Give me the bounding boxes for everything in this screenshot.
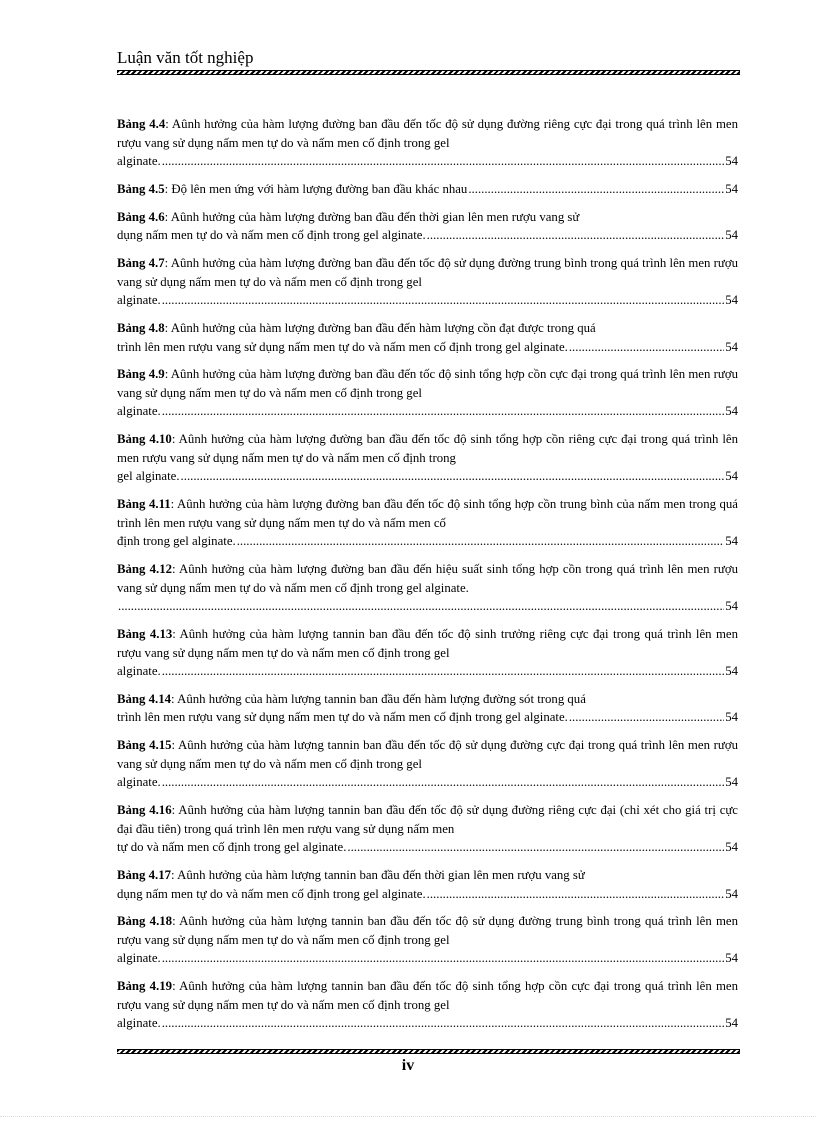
- toc-entry-label: Bảng 4.5: [117, 181, 165, 196]
- toc-page-number: 54: [725, 228, 738, 243]
- toc-entry-last-line: trình lên men rượu vang sử dụng nấm men tự do và nấm men cố định trong gel alginate.: [117, 710, 568, 725]
- toc-entry[interactable]: [117, 208, 738, 245]
- toc-entry[interactable]: [117, 625, 738, 681]
- toc-leader-dots: [569, 708, 724, 727]
- toc-entry-text: : Aûnh hưởng của hàm lượng tannin ban đầu đến tốc độ sử dụng đường riêng cực đại (chỉ xét cho giá trị cực đại đầu tiên) trong quá trình lên men rượu vang sử dụng nấm men: [117, 803, 738, 836]
- running-header-title: Luận văn tốt nghiệp: [117, 48, 254, 67]
- toc-entry-text: : Aûnh hưởng của hàm lượng đường ban đầu đến tốc độ sinh tổng hợp cồn riêng cực đại trong quá trình lên men rượu vang sử dụng nấm men tự do và nấm men cố định trong: [117, 432, 739, 465]
- toc-leader-dots: [118, 597, 724, 616]
- toc-entry-text: : Aûnh hưởng của hàm lượng đường ban đầu đến tốc độ sinh tổng hợp cồn cực đại trong quá trình lên men rượu vang sử dụng nấm men tự do và nấm men cố định trong gel: [117, 367, 738, 400]
- toc-leader-dots: [427, 885, 725, 904]
- header-rule: [117, 70, 740, 75]
- toc-entry-label: Bảng 4.12: [117, 562, 172, 577]
- toc-entry[interactable]: [117, 560, 738, 616]
- toc-entry[interactable]: [117, 690, 738, 727]
- toc-entry-text: : Aûnh hưởng của hàm lượng đường ban đầu đến tốc độ sử dụng đường trung bình trong quá trình lên men rượu vang sử dụng nấm men tự do và nấm men cố định trong gel: [117, 256, 738, 289]
- toc-page-number: 54: [725, 1016, 738, 1031]
- page-number: iv: [401, 1057, 415, 1074]
- toc-entry-label: Bảng 4.16: [117, 803, 172, 818]
- toc-page-number: 54: [725, 181, 738, 196]
- toc-page-number: 54: [725, 775, 738, 790]
- toc-entry[interactable]: [117, 977, 738, 1033]
- toc-leader-dots: [181, 467, 725, 486]
- toc-leader-dots: [569, 338, 724, 357]
- toc-leader-dots: [468, 180, 724, 199]
- toc-entry[interactable]: [117, 801, 738, 857]
- toc-entry-label: Bảng 4.10: [117, 432, 172, 447]
- toc-entry[interactable]: [117, 115, 738, 171]
- toc-entry-text: : Aûnh hưởng của hàm lượng tannin ban đầu đến hàm lượng đường sót trong quá: [171, 691, 586, 706]
- toc-entry-last-line: alginate.: [117, 293, 161, 308]
- toc-page-number: 54: [725, 710, 738, 725]
- toc-page-number: 54: [725, 339, 738, 354]
- toc-entry-label: Bảng 4.11: [117, 497, 171, 512]
- toc-entry[interactable]: [117, 254, 738, 310]
- toc-page-number: 54: [725, 293, 738, 308]
- toc-entry-last-line: dụng nấm men tự do và nấm men cố định trong gel alginate.: [117, 228, 426, 243]
- toc-entry[interactable]: [117, 912, 738, 968]
- toc-entry-text: : Aûnh hưởng của hàm lượng đường ban đầu đến thời gian lên men rượu vang sử: [164, 209, 580, 224]
- toc-entry-text: : Aûnh hưởng của hàm lượng tannin ban đầu đến tốc độ sử dụng đường trung bình trong quá trình lên men rượu vang sử dụng nấm men tự do và nấm men cố định trong gel: [117, 914, 738, 947]
- toc-entry[interactable]: [117, 319, 738, 356]
- toc-entry-text: : Aûnh hưởng của hàm lượng tannin ban đầu đến thời gian lên men rượu vang sử: [171, 868, 585, 883]
- toc-page-number: 54: [725, 534, 738, 549]
- toc-entry[interactable]: [117, 866, 738, 903]
- toc-entry[interactable]: [117, 736, 738, 792]
- toc-leader-dots: [162, 773, 725, 792]
- toc-entry-last-line: alginate.: [117, 951, 161, 966]
- toc-leader-dots: [237, 532, 725, 551]
- toc-page-number: 54: [725, 404, 738, 419]
- toc-entry-text: : Aûnh hưởng của hàm lượng đường ban đầu đến hiệu suất sinh tổng hợp cồn trong quá trình lên men rượu vang sử dụng nấm men tự do và nấm men cố định trong gel alginate.: [117, 562, 738, 595]
- toc-entry[interactable]: [117, 495, 738, 551]
- toc-page-number: 54: [725, 469, 738, 484]
- toc-leader-dots: [347, 838, 724, 857]
- toc-entry-text: : Aûnh hưởng của hàm lượng tannin ban đầu đến tốc độ sinh tổng hợp cồn cực đại trong quá trình lên men rượu vang sử dụng nấm men tự do và nấm men cố định trong gel: [117, 979, 738, 1012]
- toc-entry-text: : Aûnh hưởng của hàm lượng đường ban đầu đến hàm lượng cồn đạt được trong quá: [164, 321, 596, 336]
- toc-leader-dots: [162, 402, 725, 421]
- toc-entry-text: : Aûnh hưởng của hàm lượng tannin ban đầu đến tốc độ sử dụng đường cực đại trong quá trình lên men rượu vang sử dụng nấm men tự do và nấm men cố định trong gel: [117, 738, 738, 771]
- toc-entry-label: Bảng 4.18: [117, 914, 173, 929]
- toc-entry-text: : Aûnh hưởng của hàm lượng đường ban đầu đến tốc độ sử dụng đường riêng cực đại trong quá trình lên men rượu vang sử dụng nấm men tự do và nấm men cố định trong gel: [117, 117, 738, 150]
- toc-entry-last-line: : Độ lên men ứng với hàm lượng đường ban đầu khác nhau: [164, 181, 468, 196]
- toc-entry-label: Bảng 4.15: [117, 738, 172, 753]
- toc-page-number: 54: [725, 664, 738, 679]
- toc-entry-label: Bảng 4.8: [117, 321, 165, 336]
- toc-page-number: 54: [725, 840, 738, 855]
- toc-page-number: 54: [725, 951, 738, 966]
- page-edge-divider: [0, 1116, 816, 1117]
- toc-entry[interactable]: [117, 180, 738, 199]
- toc-entry-label: Bảng 4.7: [117, 256, 165, 271]
- toc-entry-last-line: gel alginate.: [117, 469, 180, 484]
- toc-entry-last-line: alginate.: [117, 404, 161, 419]
- toc-entry-text: : Aûnh hưởng của hàm lượng tannin ban đầu đến tốc độ sinh trưởng riêng cực đại trong quá trình lên men rượu vang sử dụng nấm men tự do và nấm men cố định trong gel: [117, 627, 738, 660]
- toc-leader-dots: [162, 662, 725, 681]
- toc-entry-last-line: alginate.: [117, 664, 161, 679]
- toc-leader-dots: [162, 1014, 725, 1033]
- toc-entry-last-line: tự do và nấm men cố định trong gel alginate.: [117, 840, 347, 855]
- toc-entry-last-line: alginate.: [117, 775, 161, 790]
- toc-entry-text: : Aûnh hưởng của hàm lượng đường ban đầu đến tốc độ sinh tổng hợp cồn trung bình của nấm men trong quá trình lên men rượu vang sử dụng nấm men tự do và nấm men cố: [117, 497, 738, 530]
- toc-entry-label: Bảng 4.19: [117, 979, 173, 994]
- toc-entry-last-line: định trong gel alginate.: [117, 534, 236, 549]
- toc-entry-last-line: alginate.: [117, 1016, 161, 1031]
- toc-leader-dots: [162, 949, 725, 968]
- toc-entry[interactable]: [117, 365, 738, 421]
- toc-page-number: 54: [725, 886, 738, 901]
- toc-entry-label: Bảng 4.9: [117, 367, 165, 382]
- toc-entry-last-line: dụng nấm men tự do và nấm men cố định trong gel alginate.: [117, 886, 426, 901]
- toc-entry-label: Bảng 4.17: [117, 868, 172, 883]
- toc-entry-label: Bảng 4.13: [117, 627, 173, 642]
- toc-entry-last-line: trình lên men rượu vang sử dụng nấm men tự do và nấm men cố định trong gel alginate.: [117, 339, 568, 354]
- table-of-contents-list: [117, 115, 738, 1042]
- toc-leader-dots: [162, 291, 725, 310]
- toc-leader-dots: [162, 152, 725, 171]
- toc-entry-last-line: alginate.: [117, 154, 161, 168]
- toc-entry[interactable]: [117, 430, 738, 486]
- toc-page-number: 54: [725, 154, 738, 168]
- toc-leader-dots: [427, 226, 725, 245]
- toc-page-number: 54: [725, 599, 738, 614]
- toc-entry-label: Bảng 4.4: [117, 117, 166, 131]
- toc-entry-label: Bảng 4.6: [117, 209, 165, 224]
- footer-rule: [117, 1049, 740, 1054]
- toc-entry-label: Bảng 4.14: [117, 691, 172, 706]
